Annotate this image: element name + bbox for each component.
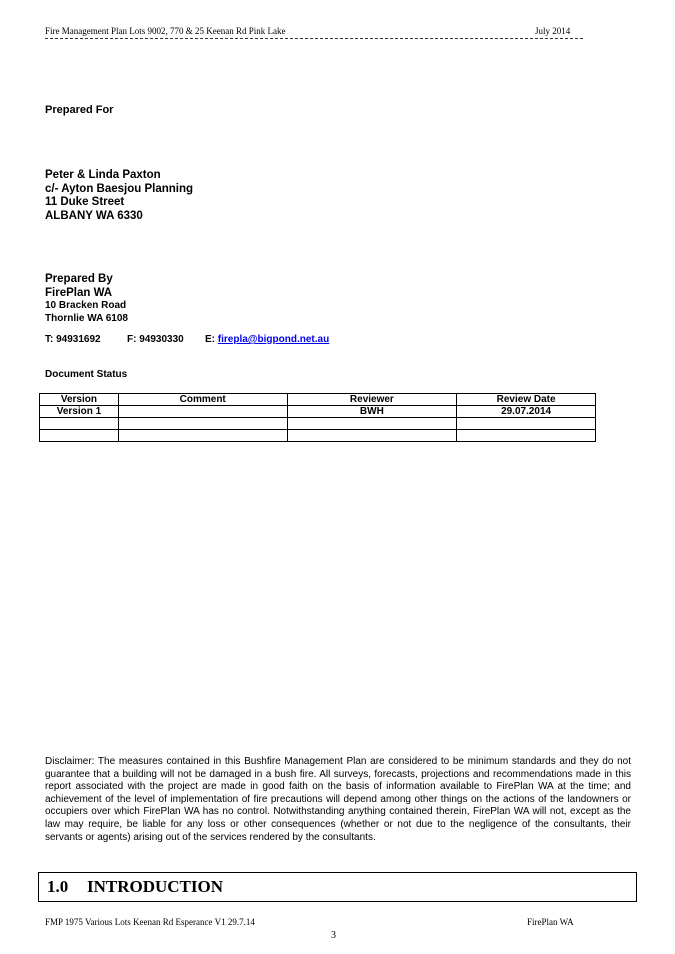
column-header: Version [40, 394, 119, 406]
table-cell [40, 430, 119, 442]
document-status-table [39, 393, 596, 442]
section-title: INTRODUCTION [87, 877, 224, 896]
document-status-title: Document Status [45, 369, 128, 380]
company-name: FirePlan WA [45, 286, 113, 299]
table-cell [118, 418, 287, 430]
table-cell [118, 406, 287, 418]
table-cell [118, 430, 287, 442]
table-cell [40, 418, 119, 430]
client-city: ALBANY WA 6330 [45, 209, 143, 222]
disclaimer-text: Disclaimer: The measures contained in this Bushfire Management Plan are considered to be minimum standards and they do not guarantee that a building will not be damaged in a bush fire. All surveys, forecasts, projections and recommendations made in this report associated with the project are made in good faith on the basis of information available to FirePlan WA at the time; and achievement of the level of implementation of fire precautions will depend among other things on the actions of the landowners or occupiers over which FirePlan WA has no control. Notwithstanding anything contained therein, FirePlan WA will not, except as the law may require, be liable for any loss or other consequences (whether or not due to the negligence of the consultants, their servants or agents) arising out of the services rendered by the consultants. [45, 756, 631, 843]
email-label: E: [205, 334, 215, 345]
contact-fax: F: 94930330 [127, 334, 184, 345]
table-cell: 29.07.2014 [457, 406, 596, 418]
column-header: Reviewer [287, 394, 457, 406]
table-cell [287, 430, 457, 442]
footer-document-ref: FMP 1975 Various Lots Keenan Rd Esperance V1 29.7.14 [45, 917, 255, 927]
footer-company: FirePlan WA [527, 917, 574, 927]
header-divider [45, 38, 583, 39]
table-cell: BWH [287, 406, 457, 418]
section-number: 1.0 [47, 877, 69, 896]
section-heading-box [38, 872, 637, 902]
table-cell [457, 418, 596, 430]
prepared-for-address [45, 169, 193, 223]
table-cell [287, 418, 457, 430]
prepared-by-block [45, 273, 113, 300]
column-header: Review Date [457, 394, 596, 406]
table-row [40, 430, 596, 442]
prepared-for-label: Prepared For [45, 104, 114, 116]
table-row [40, 418, 596, 430]
client-name: Peter & Linda Paxton [45, 169, 161, 181]
prepared-by-label: Prepared By [45, 273, 113, 285]
table-cell: Version 1 [40, 406, 119, 418]
table-header-row [40, 394, 596, 406]
column-header: Comment [118, 394, 287, 406]
company-street: 10 Bracken Road [45, 300, 127, 311]
table-row [40, 406, 596, 418]
page-number: 3 [331, 930, 336, 941]
contact-email-row [205, 334, 329, 347]
header-title: Fire Management Plan Lots 9002, 770 & 25 Keenan Rd Pink Lake [45, 26, 286, 36]
client-street: 11 Duke Street [45, 196, 125, 208]
contact-phone: T: 94931692 [45, 334, 101, 345]
company-suburb: Thornlie WA 6108 [45, 312, 128, 324]
table-cell [457, 430, 596, 442]
email-link[interactable]: firepla@bigpond.net.au [217, 334, 330, 345]
client-care-of: c/- Ayton Baesjou Planning [45, 182, 194, 195]
header-date: July 2014 [535, 26, 571, 36]
company-address [45, 300, 128, 325]
